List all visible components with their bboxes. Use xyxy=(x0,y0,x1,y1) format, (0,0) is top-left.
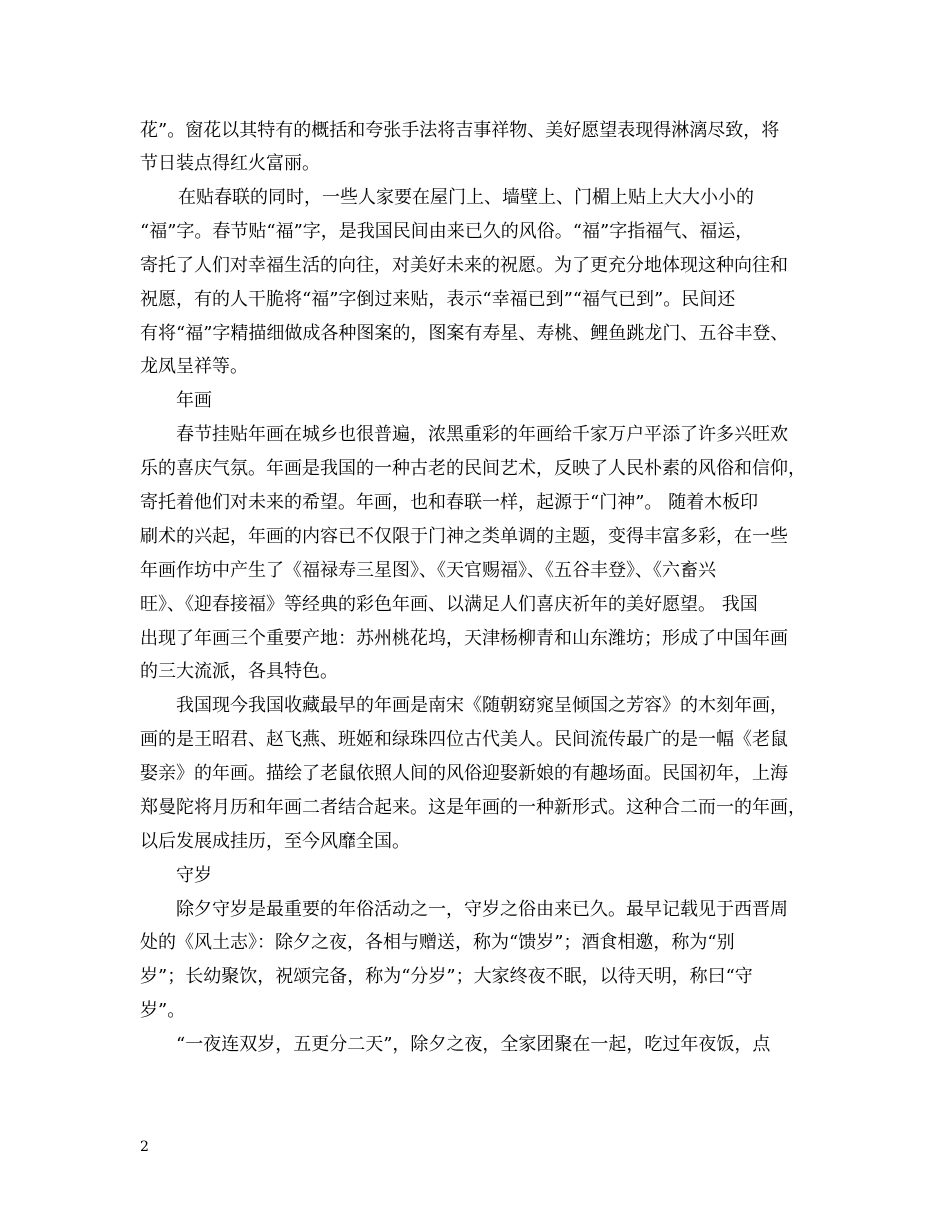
text-line: 祝愿，有的人干脆将“福”字倒过来贴，表示“幸福已到”“福气已到”。民间还 xyxy=(140,289,736,310)
text-line: 除夕守岁是最重要的年俗活动之一，守岁之俗由来已久。最早记载见于西晋周 xyxy=(176,899,788,920)
page-number: 2 xyxy=(140,1139,149,1155)
text-line: 岁”。 xyxy=(140,1000,186,1021)
text-line: 龙凤呈祥等。 xyxy=(140,356,248,377)
text-line: 有将“福”字精描细做成各种图案的，图案有寿星、寿桃、鲤鱼跳龙门、五谷丰登、 xyxy=(140,323,789,344)
text-line: 岁”；长幼聚饮，祝颂完备，称为“分岁”；大家终夜不眠，以待天明，称曰“守 xyxy=(140,966,753,987)
text-line: 处的《风土志》：除夕之夜，各相与赠送，称为“馈岁”；酒食相邀，称为“别 xyxy=(140,932,735,953)
text-line: 寄托了人们对幸福生活的向往，对美好未来的祝愿。为了更充分地体现这种向往和 xyxy=(140,255,788,276)
text-line: 的三大流派，各具特色。 xyxy=(140,661,338,682)
text-line: 刷术的兴起，年画的内容已不仅限于门神之类单调的主题，变得丰富多彩，在一些 xyxy=(140,526,788,547)
text-line: 娶亲》的年画。描绘了老鼠依照人间的风俗迎娶新娘的有趣场面。民国初年，上海 xyxy=(140,763,788,784)
text-line: 春节挂贴年画在城乡也很普遍，浓黑重彩的年画给千家万户平添了许多兴旺欢 xyxy=(176,424,788,445)
section-heading: 年画 xyxy=(176,390,212,411)
text-line: “一夜连双岁，五更分二天”，除夕之夜，全家团聚在一起，吃过年夜饭，点 xyxy=(176,1034,771,1055)
text-line: 画的是王昭君、赵飞燕、班姬和绿珠四位古代美人。民间流传最广的是一幅《老鼠 xyxy=(140,729,788,750)
text-line: 年画作坊中产生了《福禄寿三星图》、《天官赐福》、《五谷丰登》、《六畜兴 xyxy=(140,560,716,581)
text-line: 出现了年画三个重要产地：苏州桃花坞，天津杨柳青和山东潍坊；形成了中国年画 xyxy=(140,628,788,649)
text-line: 节日装点得红火富丽。 xyxy=(140,153,320,174)
text-line: 旺》、《迎春接福》等经典的彩色年画、以满足人们喜庆祈年的美好愿望。 我国 xyxy=(140,594,758,615)
text-line: 花”。窗花以其特有的概括和夸张手法将吉事祥物、美好愿望表现得淋漓尽致，将 xyxy=(140,120,780,141)
text-line: 郑曼陀将月历和年画二者结合起来。这是年画的一种新形式。这种合二而一的年画， xyxy=(140,797,806,818)
text-line: 我国现今我国收藏最早的年画是南宋《随朝窈窕呈倾国之芳容》的木刻年画， xyxy=(176,695,788,716)
text-line: 寄托着他们对未来的希望。年画，也和春联一样，起源于“门神”。 随着木板印 xyxy=(140,492,759,513)
text-line: 在贴春联的同时，一些人家要在屋门上、墙壁上、门楣上贴上大大小小的 xyxy=(178,187,754,208)
text-line: “福”字。春节贴“福”字，是我国民间由来已久的风俗。“福”字指福气、福运， xyxy=(140,221,754,242)
section-heading: 守岁 xyxy=(176,865,212,886)
text-line: 以后发展成挂历，至今风靡全国。 xyxy=(140,831,410,852)
text-line: 乐的喜庆气氛。年画是我国的一种古老的民间艺术，反映了人民朴素的风俗和信仰， xyxy=(140,458,806,479)
